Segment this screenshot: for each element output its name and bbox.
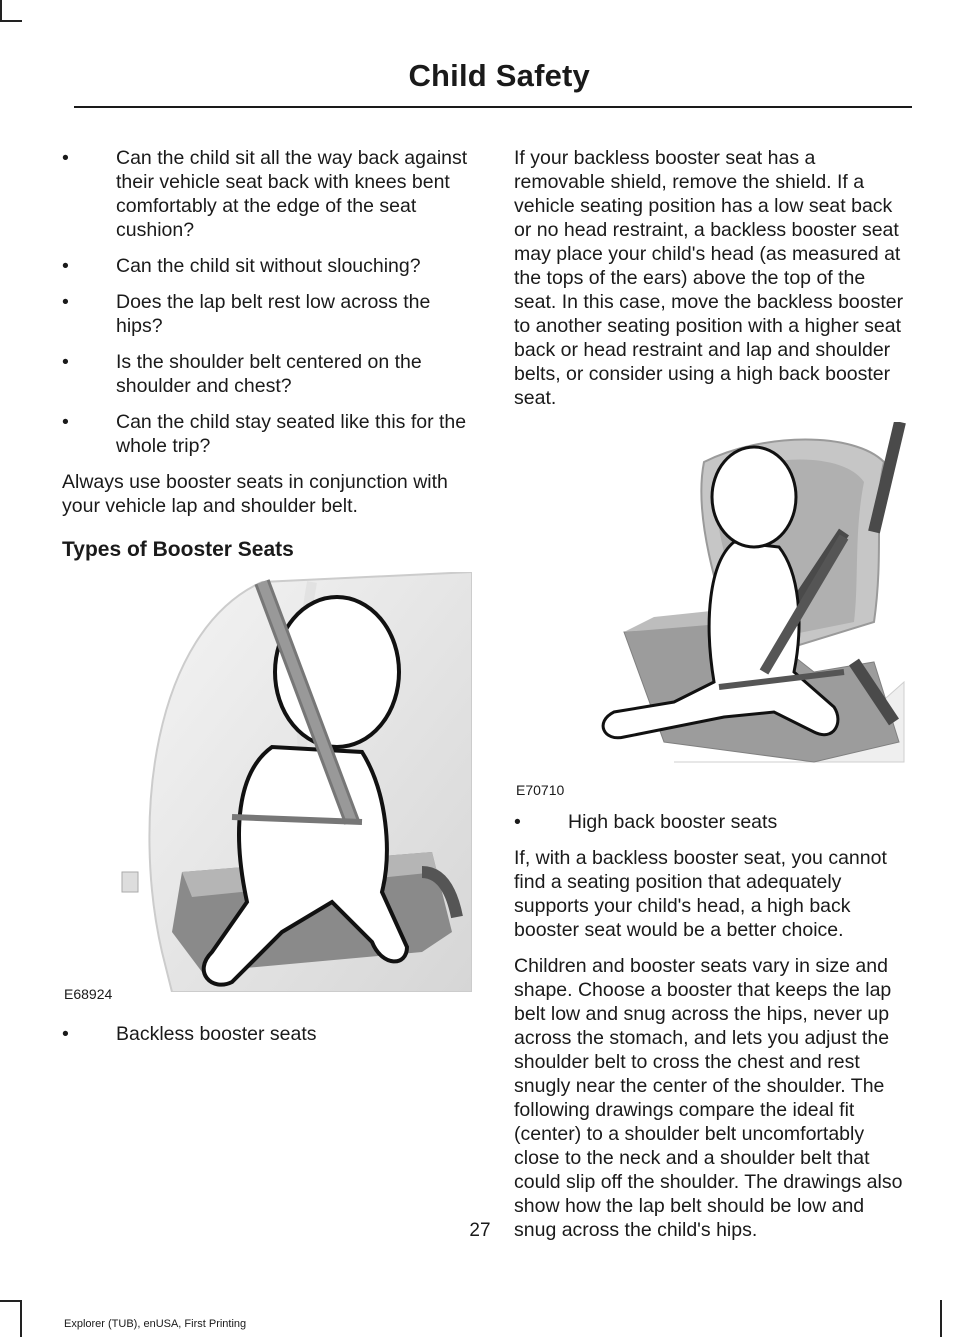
figure-code: E70710 <box>516 782 565 798</box>
backless-booster-figure <box>62 572 472 1012</box>
crop-mark <box>20 1300 22 1337</box>
page-number: 27 <box>469 1220 491 1241</box>
crop-mark <box>940 1300 942 1337</box>
list-item: • High back booster seats <box>514 810 910 834</box>
list-item: • Can the child sit all the way back against their vehicle seat back with knees bent comfortably at the edge of the seat cushion? <box>62 146 472 242</box>
list-item: • Does the lap belt rest low across the hips? <box>62 290 472 338</box>
crop-mark <box>0 1300 22 1302</box>
list-item: • Backless booster seats <box>62 1022 472 1046</box>
left-column <box>62 146 472 1058</box>
crop-mark <box>0 20 22 22</box>
page-title: Child Safety <box>408 58 590 93</box>
high-back-booster-illustration <box>514 422 910 782</box>
list-item: • Is the shoulder belt centered on the shoulder and chest? <box>62 350 472 398</box>
paragraph: If, with a backless booster seat, you cannot find a seating position that adequately supports your child's head, a high back booster seat would be a better choice. <box>514 847 887 941</box>
crop-mark <box>0 0 2 22</box>
right-column <box>514 146 910 1254</box>
paragraph: Children and booster seats vary in size and shape. Choose a booster that keeps the lap belt low and snug across the hips, never up across the stomach, and lets you adjust the shoulder belt to cross the chest and rest snugly near the center of the shoulder. The following drawings compare the ideal fit (center) to a shoulder belt uncomfortably close to the neck and a shoulder belt that could slip off the shoulder. The drawings also show how the lap belt should be low and snug across the child's hips. <box>514 955 903 1241</box>
section-heading: Types of Booster Seats <box>62 538 294 561</box>
paragraph: If your backless booster seat has a removable shield, remove the shield. If a vehicle seating position has a low seat back or no head restraint, a backless booster seat may place your child's head (as measured at the tops of the ears) above the top of the seat. In this case, move the backless booster to another seating position with a higher seat back or head restraint and lap and shoulder belts, or consider using a high back booster seat. <box>514 147 904 409</box>
list-item: • Can the child stay seated like this for the whole trip? <box>62 410 472 458</box>
figure-code: E68924 <box>64 986 113 1002</box>
high-back-booster-figure <box>514 422 910 802</box>
header-divider <box>74 106 912 108</box>
paragraph: Always use booster seats in conjunction with your vehicle lap and shoulder belt. <box>62 471 448 517</box>
printing-info: Explorer (TUB), enUSA, First Printing <box>64 1318 247 1330</box>
list-item: • Can the child sit without slouching? <box>62 254 472 278</box>
backless-booster-illustration <box>62 572 472 992</box>
